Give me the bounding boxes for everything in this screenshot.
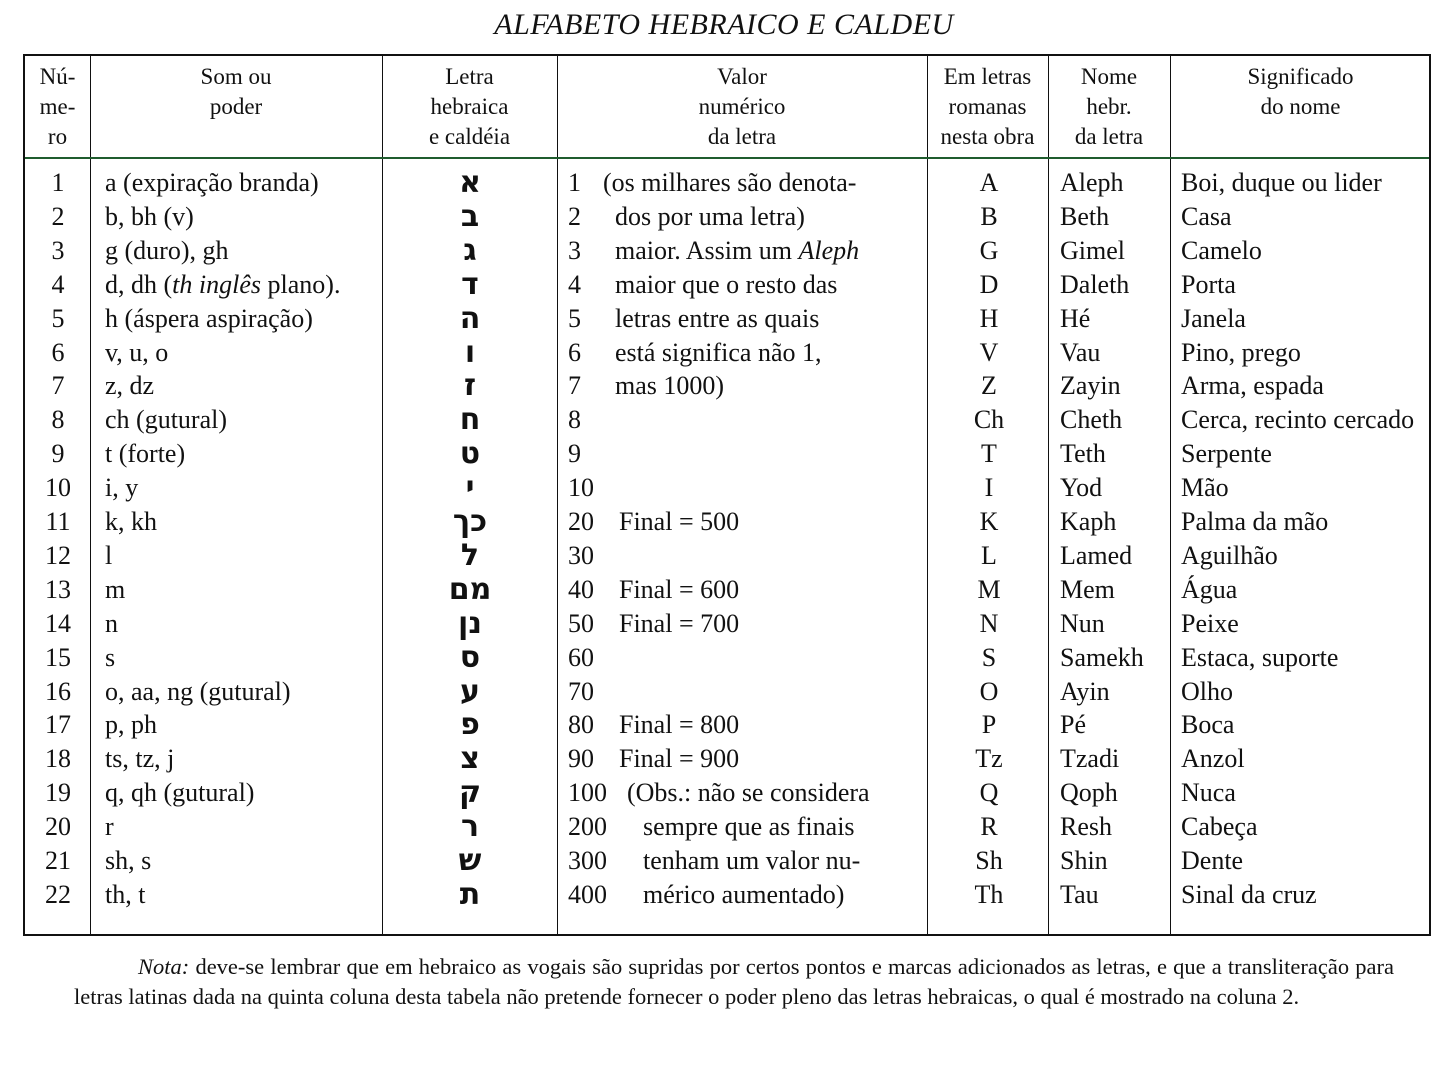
cell-som: s [105, 642, 116, 672]
cell-significado: Pino, prego [1181, 337, 1301, 367]
cell-hebrew-letter: ל [460, 537, 480, 573]
cell-numero: 5 [51, 303, 65, 333]
cell-romana: T [981, 439, 997, 469]
cell-romana: O [979, 676, 999, 706]
cell-valor: 4 [568, 269, 581, 299]
cell-nome: Tzadi [1060, 744, 1120, 774]
cell-romana: Sh [975, 846, 1003, 875]
cell-hebrew-letter: ו [464, 334, 476, 370]
cell-romana: K [979, 507, 999, 536]
cell-numero: 9 [51, 439, 65, 469]
cell-significado: Porta [1181, 269, 1236, 299]
cell-valor-nota: mérico aumentado) [643, 879, 845, 909]
cell-numero: 20 [45, 812, 71, 842]
cell-valor: 9 [568, 439, 581, 469]
cell-som: h (áspera aspiração) [105, 303, 313, 333]
cell-valor: 300 [568, 846, 607, 875]
cell-som: l [105, 540, 113, 570]
table-row [25, 200, 1429, 234]
cell-significado: Casa [1181, 201, 1232, 231]
table-row [25, 166, 1429, 200]
cell-romana: Th [974, 879, 1004, 909]
cell-valor-nota: maior. Assim um Aleph [615, 235, 860, 265]
cell-valor: 1 [568, 168, 581, 197]
cell-som: ts, tz, j [105, 744, 175, 774]
cell-nome: Yod [1060, 473, 1103, 503]
cell-valor-nota: Final = 600 [619, 574, 740, 604]
table-row [25, 505, 1429, 539]
cell-som: b, bh (v) [105, 201, 194, 231]
cell-valor-nota: está significa não 1, [615, 337, 822, 367]
cell-hebrew-letter: ק [458, 775, 482, 811]
header-nome: Nome hebr. da letra [1074, 64, 1144, 149]
cell-significado: Nuca [1181, 778, 1236, 808]
cell-nome: Pé [1060, 710, 1086, 740]
table-row [25, 369, 1429, 403]
cell-hebrew-letter: צ [460, 741, 480, 777]
cell-hebrew-letter: ע [460, 673, 480, 709]
cell-valor-nota: dos por uma letra) [615, 201, 805, 231]
cell-valor-nota: tenham um valor nu- [643, 846, 861, 875]
cell-nome: Zayin [1060, 371, 1121, 401]
header-som: Som ou poder [200, 64, 272, 119]
cell-som: o, aa, ng (gutural) [105, 676, 291, 706]
cell-valor: 5 [568, 303, 581, 333]
cell-valor-nota: Final = 900 [619, 744, 740, 774]
cell-significado: Mão [1181, 473, 1229, 503]
cell-valor-nota: mas 1000) [615, 371, 725, 401]
cell-romana: V [979, 337, 999, 367]
cell-hebrew-letter: ס [459, 639, 481, 675]
cell-valor: 6 [568, 337, 581, 367]
cell-hebrew-letter: ט [459, 436, 481, 472]
cell-significado: Sinal da cruz [1181, 879, 1317, 909]
cell-som: k, kh [105, 507, 157, 536]
cell-som: p, ph [105, 710, 157, 740]
table-row [25, 539, 1429, 573]
page-title: ALFABETO HEBRAICO E CALDEU [494, 8, 954, 41]
cell-numero: 10 [45, 473, 71, 503]
cell-som: t (forte) [105, 439, 186, 469]
cell-valor: 20 [568, 507, 594, 536]
cell-significado: Olho [1181, 676, 1233, 706]
cell-nome: Mem [1060, 574, 1115, 604]
table-row [25, 878, 1429, 912]
cell-hebrew-letter: ר [460, 809, 480, 845]
cell-valor: 3 [568, 235, 581, 265]
cell-numero: 12 [45, 540, 71, 570]
cell-som: g (duro), gh [105, 235, 229, 265]
cell-nome: Nun [1060, 608, 1105, 638]
cell-hebrew-letter: ג [463, 232, 477, 268]
cell-valor-nota: (os milhares são denota- [603, 168, 857, 197]
cell-numero: 6 [51, 337, 65, 367]
cell-romana: G [979, 235, 999, 265]
cell-romana: A [979, 168, 999, 197]
cell-hebrew-letter: נן [458, 605, 482, 641]
table-row [25, 403, 1429, 437]
table-row [25, 302, 1429, 336]
cell-numero: 2 [51, 201, 65, 231]
cell-romana: L [981, 540, 997, 570]
header-numero: Nú- me- ro [39, 64, 76, 149]
cell-numero: 8 [51, 405, 65, 435]
cell-significado: Serpente [1181, 439, 1272, 469]
cell-numero: 15 [45, 642, 71, 672]
cell-valor: 200 [568, 812, 607, 842]
header-divider [25, 157, 1429, 159]
table-row [25, 810, 1429, 844]
cell-hebrew-letter: ב [460, 198, 480, 234]
cell-numero: 16 [45, 676, 71, 706]
cell-numero: 4 [51, 269, 65, 299]
cell-som: n [105, 608, 118, 638]
cell-romana: P [981, 710, 997, 740]
cell-romana: D [979, 269, 999, 299]
cell-significado: Boi, duque ou lider [1181, 168, 1382, 197]
cell-nome: Vau [1060, 337, 1101, 367]
table-row [25, 471, 1429, 505]
table-row [25, 573, 1429, 607]
header-valor: Valor numérico da letra [698, 64, 786, 149]
cell-nome: Hé [1060, 303, 1091, 333]
table-row [25, 742, 1429, 776]
alphabet-table [23, 54, 1431, 936]
cell-nome: Daleth [1060, 269, 1130, 299]
cell-valor-nota: Final = 500 [619, 507, 740, 536]
cell-valor: 70 [568, 676, 594, 706]
cell-nome: Cheth [1060, 405, 1123, 435]
cell-nome: Teth [1060, 439, 1106, 469]
cell-significado: Dente [1181, 846, 1244, 875]
cell-romana: H [979, 303, 999, 333]
cell-som: th, t [105, 879, 146, 909]
cell-nome: Lamed [1060, 540, 1133, 570]
cell-numero: 19 [45, 778, 71, 808]
cell-valor: 90 [568, 744, 594, 774]
table-row [25, 437, 1429, 471]
cell-som: d, dh (th inglês plano). [105, 269, 341, 299]
cell-romana: M [977, 574, 1001, 604]
cell-valor: 60 [568, 642, 594, 672]
cell-romana: Q [979, 778, 999, 808]
cell-significado: Cabeça [1181, 812, 1258, 842]
cell-nome: Samekh [1060, 642, 1144, 672]
cell-hebrew-letter: ז [463, 368, 476, 404]
cell-valor-nota: sempre que as finais [643, 812, 855, 842]
cell-som: i, y [105, 473, 139, 503]
table-row [25, 336, 1429, 370]
cell-numero: 22 [45, 879, 71, 909]
cell-valor-nota: (Obs.: não se considera [627, 778, 870, 808]
header-romanas: Em letras romanas nesta obra [940, 64, 1035, 149]
cell-valor-nota: letras entre as quais [615, 303, 820, 333]
header-significado: Significado do nome [1247, 64, 1354, 119]
cell-numero: 21 [45, 846, 71, 875]
cell-romana: R [980, 812, 998, 842]
cell-significado: Janela [1181, 303, 1246, 333]
cell-som: sh, s [105, 846, 152, 875]
cell-nome: Ayin [1060, 676, 1110, 706]
cell-numero: 13 [45, 574, 71, 604]
table-row [25, 268, 1429, 302]
cell-valor: 50 [568, 608, 594, 638]
cell-significado: Arma, espada [1181, 371, 1324, 401]
cell-numero: 1 [51, 168, 65, 197]
cell-valor: 40 [568, 574, 594, 604]
cell-romana: Tz [975, 744, 1003, 774]
cell-hebrew-letter: י [465, 470, 475, 506]
cell-valor-nota: maior que o resto das [615, 269, 838, 299]
cell-significado: Estaca, suporte [1181, 642, 1339, 672]
cell-som: ch (gutural) [105, 405, 228, 435]
cell-hebrew-letter: ת [459, 876, 481, 912]
cell-romana: S [981, 642, 997, 672]
table-row [25, 234, 1429, 268]
table-row [25, 776, 1429, 810]
header-letra: Letra hebraica e caldéia [428, 64, 511, 149]
cell-significado: Peixe [1181, 608, 1239, 638]
table-row [25, 844, 1429, 878]
cell-valor-nota: Final = 800 [619, 710, 740, 740]
cell-nome: Shin [1060, 846, 1108, 875]
cell-romana: B [980, 201, 998, 231]
cell-romana: Ch [973, 405, 1005, 435]
cell-valor: 80 [568, 710, 594, 740]
note-label: Nota: [138, 954, 190, 979]
cell-significado: Palma da mão [1181, 507, 1329, 536]
cell-som: v, u, o [105, 337, 169, 367]
cell-romana: N [979, 608, 999, 638]
cell-valor: 10 [568, 473, 594, 503]
cell-significado: Água [1181, 574, 1238, 604]
cell-nome: Aleph [1060, 168, 1124, 197]
cell-numero: 18 [45, 744, 71, 774]
table-row [25, 607, 1429, 641]
cell-hebrew-letter: פ [460, 707, 480, 743]
cell-significado: Cerca, recinto cercado [1181, 405, 1415, 435]
table-row [25, 708, 1429, 742]
cell-valor-nota: Final = 700 [619, 608, 740, 638]
cell-significado: Boca [1181, 710, 1235, 740]
cell-significado: Anzol [1181, 744, 1245, 774]
cell-nome: Resh [1060, 812, 1112, 842]
cell-numero: 11 [45, 507, 71, 536]
cell-hebrew-letter: ש [458, 843, 482, 878]
cell-hebrew-letter: ח [459, 402, 481, 438]
cell-romana: I [984, 473, 994, 503]
cell-nome: Kaph [1060, 507, 1117, 536]
cell-numero: 17 [45, 710, 71, 740]
cell-numero: 3 [51, 235, 65, 265]
cell-som: q, qh (gutural) [105, 778, 255, 808]
cell-valor: 100 [568, 778, 607, 808]
cell-valor: 30 [568, 540, 594, 570]
cell-romana: Z [981, 371, 997, 401]
cell-som: a (expiração branda) [105, 168, 319, 197]
cell-som: m [105, 574, 126, 604]
cell-valor: 7 [568, 371, 581, 401]
cell-nome: Qoph [1060, 778, 1118, 808]
cell-valor: 400 [568, 879, 607, 909]
cell-significado: Camelo [1181, 235, 1262, 265]
cell-valor: 2 [568, 201, 581, 231]
cell-hebrew-letter: ד [461, 266, 479, 302]
table-row [25, 675, 1429, 709]
cell-valor: 8 [568, 405, 581, 435]
table-row [25, 641, 1429, 675]
cell-numero: 14 [45, 608, 71, 638]
footnote [74, 952, 1394, 1012]
cell-hebrew-letter: ה [459, 300, 481, 336]
cell-hebrew-letter: א [459, 165, 481, 200]
cell-nome: Beth [1060, 201, 1110, 231]
cell-significado: Aguilhão [1181, 540, 1278, 570]
cell-som: r [105, 812, 114, 842]
cell-numero: 7 [51, 371, 65, 401]
cell-nome: Tau [1060, 879, 1099, 909]
note-text: deve-se lembrar que em hebraico as vogais são supridas por certos pontos e marcas adicionados as letras, e que a transliteração para letras latinas dada na quinta coluna desta tabela não pretende fornecer o poder pleno das letras hebraicas, o qual é mostrado na coluna 2. [74, 954, 1394, 1009]
cell-nome: Gimel [1060, 235, 1125, 265]
cell-som: z, dz [105, 371, 155, 401]
cell-hebrew-letter: כך [452, 504, 488, 539]
cell-hebrew-letter: מם [448, 571, 492, 607]
